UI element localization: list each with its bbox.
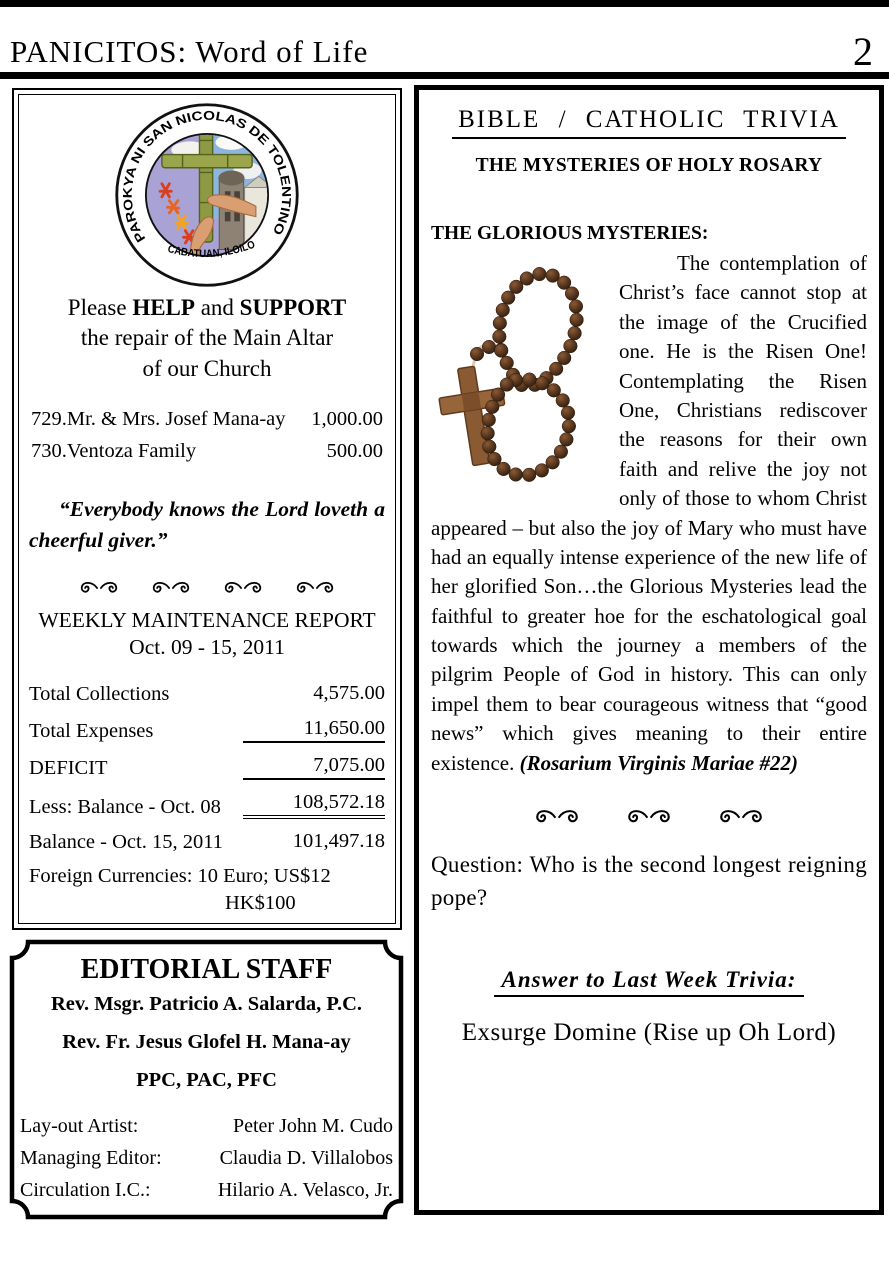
table-row: [29, 754, 385, 780]
role-name: Hilario A. Velasco, Jr.: [217, 1178, 393, 1201]
rosary-photo: [431, 255, 609, 507]
rosary-cross: [435, 362, 514, 469]
logo-ring-text: PAROKYA NI SAN NICOLAS DE TOLENTINO: [120, 108, 294, 245]
table-row: [29, 791, 385, 819]
role-label: Circulation I.C.:: [20, 1178, 151, 1201]
masthead: [0, 30, 889, 79]
parish-logo: [113, 101, 301, 289]
report-period: Oct. 09 - 15, 2011: [129, 634, 285, 659]
row-amount: 101,497.18: [292, 829, 385, 852]
row-amount: 4,575.00: [313, 681, 385, 704]
role-name: Claudia D. Villalobos: [219, 1146, 393, 1169]
row-label: Total Expenses: [29, 719, 154, 742]
trivia-title: BIBLE / CATHOLIC TRIVIA: [452, 106, 846, 139]
donation-row: [31, 404, 383, 436]
page-number: 2: [853, 29, 873, 74]
donation-list: [31, 404, 383, 468]
fleuron-swirl-icon: [150, 580, 192, 596]
role-name: Peter John M. Cudo: [233, 1114, 393, 1137]
fleuron-swirl-icon: [533, 808, 581, 826]
scripture-quote: “Everybody knows the Lord loveth a cheerful giver.”: [29, 496, 385, 552]
appeal-report-box: [12, 88, 402, 930]
answer-text: Exsurge Domine (Rise up Oh Lord): [461, 1018, 837, 1046]
donation-amount: 500.00: [326, 439, 383, 462]
staff-name: Rev. Msgr. Patricio A. Salarda, P.C.: [50, 993, 363, 1015]
article-body: [431, 249, 867, 778]
table-row: [29, 830, 385, 854]
donation-amount: 1,000.00: [311, 408, 383, 431]
editorial-staff-title: EDITORIAL STAFF: [80, 954, 333, 985]
maintenance-report-table: [29, 682, 385, 854]
foreign-currencies-line1: Foreign Currencies: 10 Euro; US$12: [29, 864, 331, 887]
appeal-text: Please HELP and SUPPORT the repair of the Main Altar of our Church: [67, 295, 347, 381]
role-label: Lay-out Artist:: [20, 1114, 139, 1137]
fleuron-swirl-icon: [625, 808, 673, 826]
report-title: WEEKLY MAINTENANCE REPORT: [38, 607, 376, 632]
editorial-staff-box: [8, 938, 405, 1221]
body-paragraph: The contemplation of Christ’s face cannot stop at the image of the Crucified one. He is the Risen One! Contemplating the Risen One, Christians rediscover the reasons for their own faith and relive the joy not only of those to whom Christ appeared – but also the joy of Mary who must have had an equally intense experience of the new life of her glorified Son…the Glorious Mysteries lead the faithful to greater hoe for the eschatological goal towards which the journey a members of the pilgrim People of God in history. This can only impel them to bear courageous witness that “good news” which gives meaning to their entire existence. (Rosarium Virginis Mariae #22): [431, 251, 867, 775]
row-label: Total Collections: [29, 682, 170, 705]
donor-name: 729.Mr. & Mrs. Josef Mana-ay: [31, 408, 286, 431]
donation-row: [31, 436, 383, 468]
staff-role-row: [20, 1174, 393, 1206]
logo-bottom-text: CABATUAN, ILOILO: [166, 238, 258, 261]
newsletter-title: PANICITOS: Word of Life: [10, 34, 369, 69]
fleuron-swirl-icon: [717, 808, 765, 826]
row-amount: 108,572.18: [243, 791, 385, 819]
trivia-question: Question: Who is the second longest reigning pope?: [431, 852, 867, 911]
answer-heading: Answer to Last Week Trivia:: [494, 967, 805, 997]
staff-name: Rev. Fr. Jesus Glofel H. Mana-ay: [62, 1030, 351, 1053]
fleuron-swirl-icon: [222, 580, 264, 596]
donor-name: 730.Ventoza Family: [31, 439, 197, 462]
staff-role-row: [20, 1110, 393, 1142]
top-border-bar: [0, 0, 889, 7]
row-amount: 7,075.00: [243, 754, 385, 780]
row-label: DEFICIT: [29, 756, 108, 779]
ornament-divider: [27, 580, 387, 596]
ornament-divider: [431, 808, 867, 826]
staff-roles-list: [20, 1110, 393, 1206]
foreign-currencies-line2: HK$100: [225, 891, 296, 914]
table-row: [29, 682, 385, 706]
section-heading: THE GLORIOUS MYSTERIES:: [431, 223, 709, 244]
trivia-subtitle: THE MYSTERIES OF HOLY ROSARY: [475, 155, 823, 176]
row-amount: 11,650.00: [243, 717, 385, 743]
citation: (Rosarium Virginis Mariae #22): [519, 750, 798, 775]
role-label: Managing Editor:: [20, 1146, 162, 1169]
row-label: Less: Balance - Oct. 08: [29, 795, 221, 818]
fleuron-swirl-icon: [78, 580, 120, 596]
fleuron-swirl-icon: [294, 580, 336, 596]
staff-role-row: [20, 1142, 393, 1174]
table-row: [29, 717, 385, 743]
staff-name: PPC, PAC, PFC: [136, 1068, 277, 1091]
row-label: Balance - Oct. 15, 2011: [29, 830, 223, 853]
trivia-box: [414, 85, 884, 1215]
